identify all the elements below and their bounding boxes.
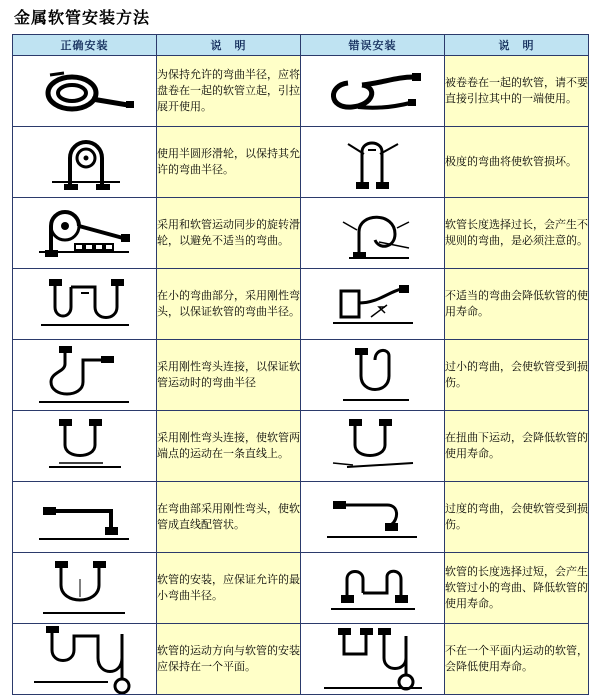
rigid-elbow-connection-u-icon [13,342,156,408]
table-row [13,482,589,553]
semicircular-sheave-bend-icon [13,132,156,192]
note-wrong: 过度的弯曲，会使软管受到损伤。 [445,482,589,553]
page-title: 金属软管安装方法 [14,8,151,27]
note-correct: 在弯曲部采用刚性弯头，使软管成直线配管状。 [157,482,301,553]
table-header-row [13,35,589,56]
header-correct-note: 说 明 [157,35,301,56]
table-row [13,340,589,411]
figure-correct [13,198,157,269]
figure-wrong [301,127,445,198]
torsion-motion-u-hose-icon [301,415,444,477]
excessive-bend-damage-icon [301,489,444,545]
note-correct: 采用刚性弯头连接，使软管两端点的运动在一条直线上。 [157,411,301,482]
too-small-bend-radius-icon [301,342,444,408]
note-correct: 软管的安装，应保证允许的最小弯曲半径。 [157,553,301,624]
overlong-hose-irregular-bend-icon [301,202,444,264]
note-wrong: 在扭曲下运动，会降低软管的使用寿命。 [445,411,589,482]
rotating-sheave-with-chain-icon [13,202,156,264]
min-bend-radius-install-icon [13,557,156,619]
improper-bend-shortens-life-icon [301,273,444,335]
figure-wrong [301,269,445,340]
figure-correct [13,56,157,127]
note-correct: 使用半圆形滑轮，以保持其允许的弯曲半径。 [157,127,301,198]
coiled-hose-standing-reel-icon [13,63,156,119]
figure-correct [13,340,157,411]
too-long-hose-small-bend-icon [301,557,444,619]
sharp-kinked-hose-icon [301,132,444,192]
note-correct: 在小的弯曲部分，采用刚性弯头，以保证软管的弯曲半径。 [157,269,301,340]
table-row [13,553,589,624]
figure-wrong [301,624,445,695]
note-wrong: 软管的长度选择过短，会产生软管过小的弯曲、降低软管的使用寿命。 [445,553,589,624]
figure-correct [13,482,157,553]
same-plane-motion-correct-icon [13,624,156,694]
note-correct: 采用刚性弯头连接，以保证软管运动时的弯曲半径 [157,340,301,411]
rigid-elbow-straight-line-motion-icon [13,415,156,477]
note-correct: 采用和软管运动同步的旋转滑轮，以避免不适当的弯曲。 [157,198,301,269]
figure-correct [13,411,157,482]
header-wrong-note: 说 明 [445,35,589,56]
rigid-bend-small-radius-icon [13,273,156,335]
figure-wrong [301,553,445,624]
note-wrong: 不适当的弯曲会降低软管的使用寿命。 [445,269,589,340]
note-wrong: 被卷卷在一起的软管，请不要直接引拉其中的一端使用。 [445,56,589,127]
out-of-plane-motion-wrong-icon [301,624,444,694]
figure-correct [13,127,157,198]
figure-wrong [301,411,445,482]
table-row [13,269,589,340]
figure-wrong [301,56,445,127]
figure-correct [13,624,157,695]
rigid-elbow-straight-piping-icon [13,489,156,545]
table-row [13,198,589,269]
note-correct: 软管的运动方向与软管的安装应保持在一个平面。 [157,624,301,695]
table-row [13,411,589,482]
note-wrong: 软管长度选择过长，会产生不规则的弯曲，是必须注意的。 [445,198,589,269]
figure-wrong [301,482,445,553]
note-wrong: 极度的弯曲将使软管损坏。 [445,127,589,198]
figure-correct [13,553,157,624]
note-wrong: 不在一个平面内运动的软管，会降低使用寿命。 [445,624,589,695]
note-wrong: 过小的弯曲，会使软管受到损伤。 [445,340,589,411]
table-row [13,127,589,198]
header-correct-install: 正确安装 [13,35,157,56]
note-correct: 为保持允许的弯曲半径，应将盘卷在一起的软管立起，引拉展开使用。 [157,56,301,127]
header-wrong-install: 错误安装 [301,35,445,56]
table-row [13,624,589,695]
table-row [13,56,589,127]
figure-wrong [301,340,445,411]
figure-correct [13,269,157,340]
hose-installation-table [12,34,589,695]
coiled-hose-pulled-one-end-icon [301,63,444,119]
figure-wrong [301,198,445,269]
